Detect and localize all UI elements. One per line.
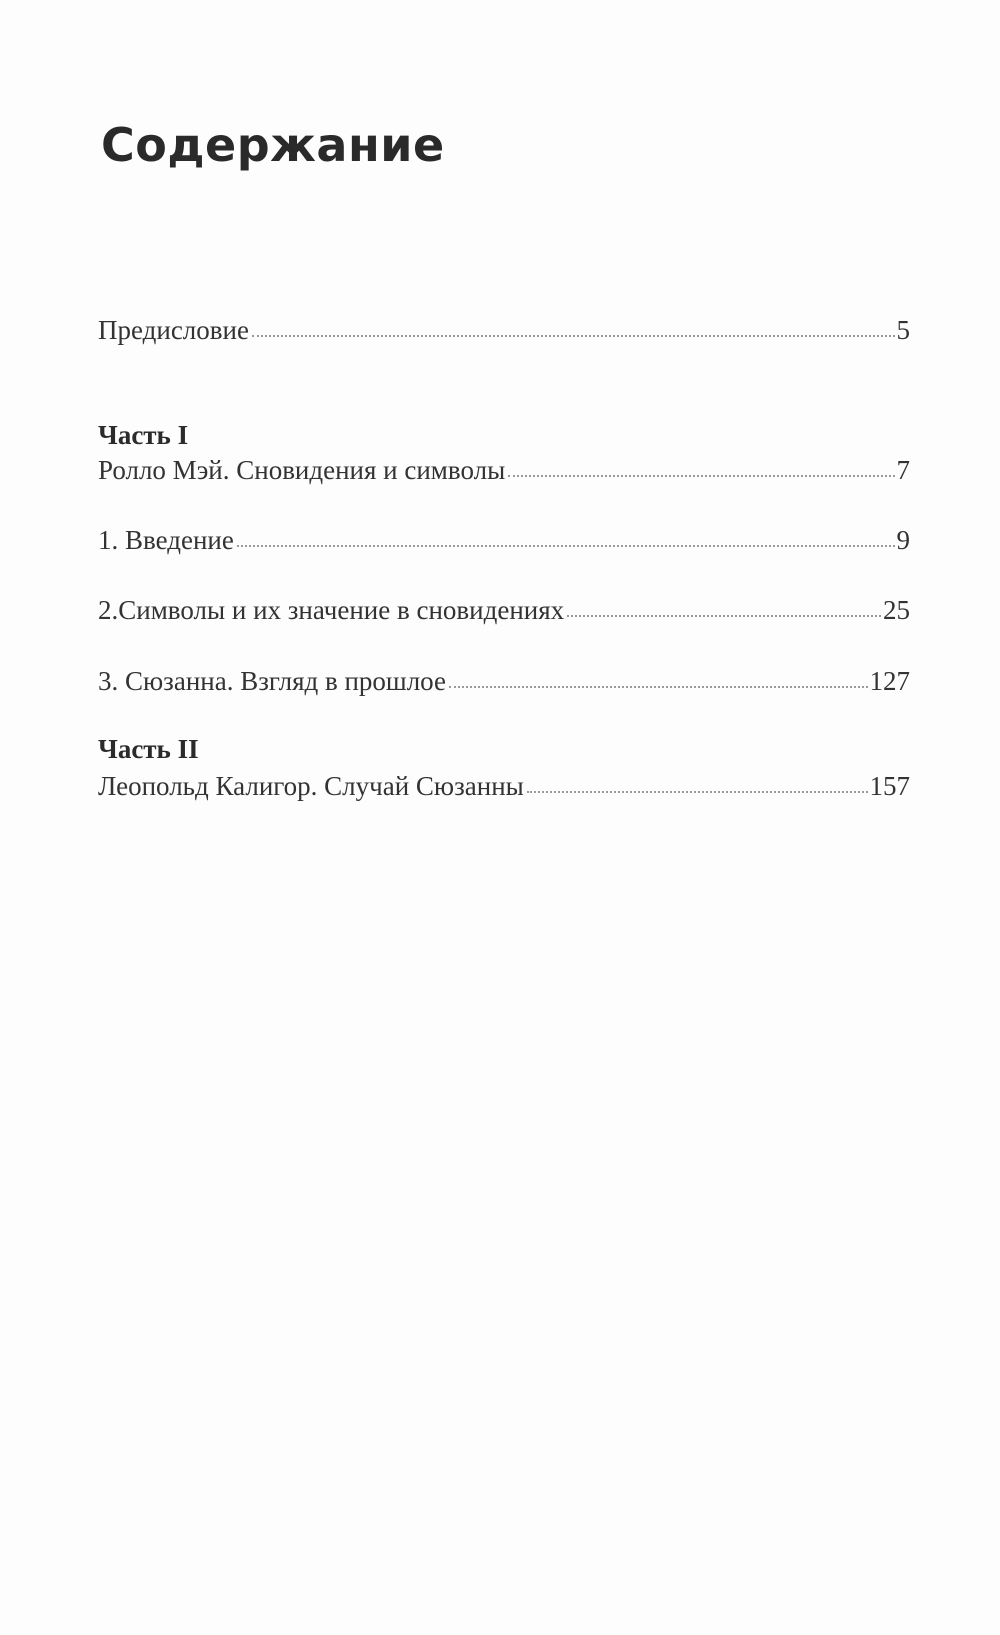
toc-page-number: 25: [883, 595, 910, 625]
part-heading-1: Часть I: [98, 420, 189, 450]
dot-leader: [527, 791, 868, 793]
toc-entry-label: Предисловие: [98, 315, 249, 345]
toc-entry-label: 1. Введение: [98, 525, 234, 555]
dot-leader: [237, 545, 895, 547]
toc-entry-label: 2.Символы и их значение в сновидениях: [98, 595, 565, 625]
toc-entry-label: Ролло Мэй. Сновидения и символы: [98, 455, 506, 485]
toc-page-number: 5: [896, 315, 910, 345]
toc-page-number: 7: [896, 455, 910, 485]
dot-leader: [567, 615, 881, 617]
toc-entry-preface[interactable]: [98, 314, 910, 346]
page-title: Содержание: [101, 118, 445, 172]
toc-page-number: 157: [869, 771, 910, 801]
toc-entry-chapter-1[interactable]: [98, 524, 910, 556]
toc-entry-label: 3. Сюзанна. Взгляд в прошлое: [98, 666, 446, 696]
toc-entry-label: Леопольд Калигор. Случай Сюзанны: [98, 771, 524, 801]
toc-entry-part1-subtitle[interactable]: [98, 454, 910, 486]
toc-entry-chapter-3[interactable]: [98, 665, 910, 697]
dot-leader: [508, 475, 894, 477]
dot-leader: [252, 335, 895, 337]
dot-leader: [449, 686, 868, 688]
toc-entry-chapter-2[interactable]: [98, 594, 910, 626]
part-heading-2: Часть II: [98, 734, 199, 764]
toc-entry-part2-subtitle[interactable]: [98, 770, 910, 802]
toc-page-number: 9: [896, 525, 910, 555]
toc-page-number: 127: [869, 666, 910, 696]
